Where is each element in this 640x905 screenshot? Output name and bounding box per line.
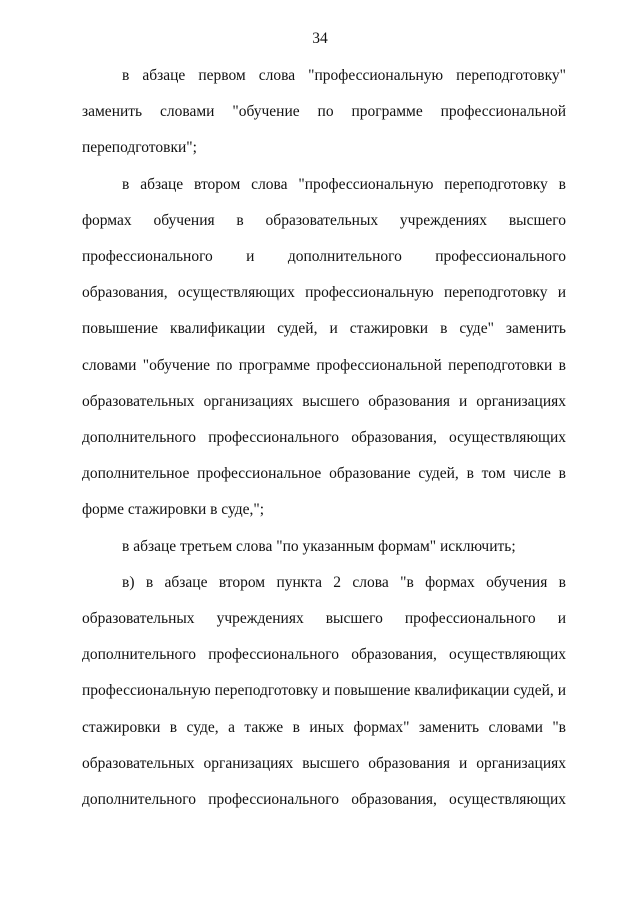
paragraph-2: в абзаце втором слова "профессиональную переподготовку в формах обучения в образовательных учреждениях высшего профессионального и дополнительного профессионального образования, осуществляющих профессиональную переподготовку и повышение квалификации судей, и стажировки в суде" заменить словами "обучение по программе профессиональной переподготовки в образовательных организациях высшего образования и организациях дополнительного профессионального образования, осуществляющих дополнительное профессиональное образование судей, в том числе в форме стажировки в суде,"; [82, 175, 566, 519]
paragraph-1: в абзаце первом слова "профессиональную переподготовку" заменить словами "обучение по программе профессиональной переподготовки"; [82, 67, 566, 157]
document-body [82, 58, 566, 818]
paragraph-3: в абзаце третьем слова "по указанным формам" исключить; [122, 537, 516, 555]
page-number: 34 [312, 30, 328, 47]
paragraph-4: в) в абзаце втором пункта 2 слова "в формах обучения в образовательных учреждениях высшего профессионального и дополнительного профессионального образования, осуществляющих профессиональную переподготовку и повышение квалификации судей, и стажировки в суде, а также в иных формах" заменить словами "в образовательных организациях высшего образования и организациях дополнительного профессионального образования, осуществляющих [82, 573, 566, 809]
